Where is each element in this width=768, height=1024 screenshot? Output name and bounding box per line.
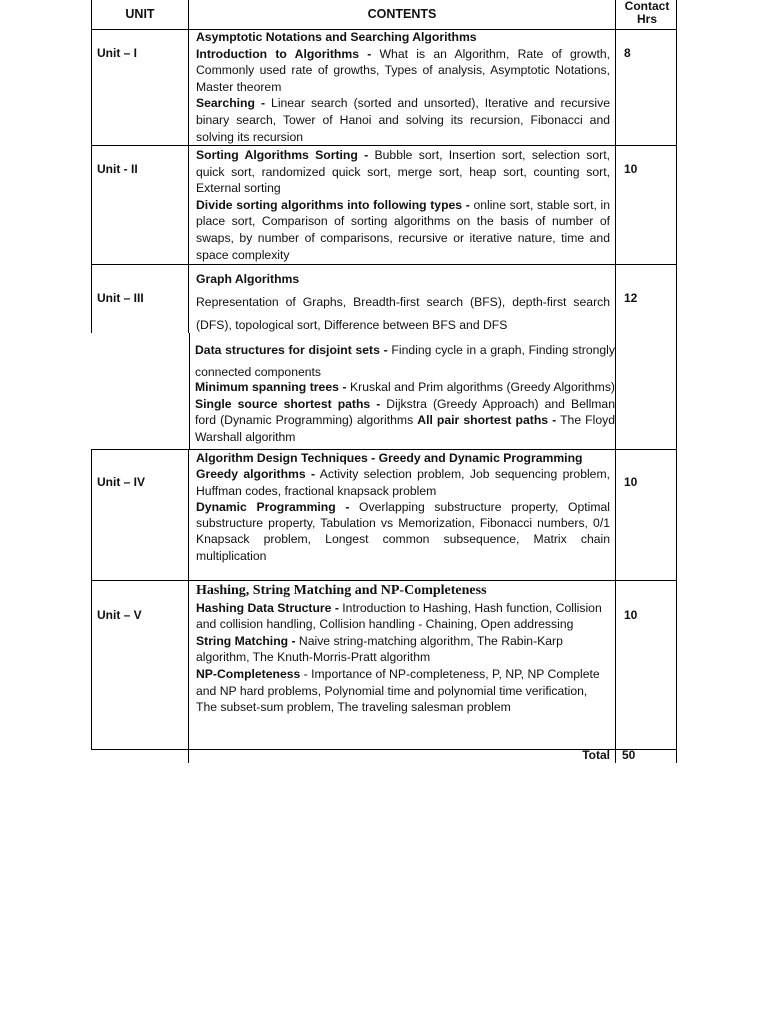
row-divider-4 — [91, 580, 677, 581]
row-divider-2 — [91, 264, 677, 265]
unit-2-topic-1-heading: Sorting Algorithms Sorting - — [196, 148, 369, 162]
unit-5-title: Hashing, String Matching and NP-Completeness — [196, 583, 487, 598]
unit-5-topic-2-heading: String Matching - — [196, 633, 296, 648]
unit-5-hours: 10 — [624, 608, 638, 622]
unit-2-hours: 10 — [624, 162, 638, 176]
unit-3-topic-1-text: Finding cycle in a graph, Finding strongly connected components — [195, 343, 615, 379]
unit-5-topic-3-heading: NP-Completeness — [196, 666, 301, 681]
header-contact-hrs — [617, 0, 677, 26]
unit-1-hours: 8 — [624, 46, 631, 60]
unit-3-contents-continued — [195, 339, 615, 445]
unit-5-topic-3-text: - Importance of NP-completeness, P, NP, NP Complete and NP hard problems, Polynomial time and polynomial time verification, The subset-sum problem, The traveling salesman problem — [196, 666, 600, 715]
unit-3-topic-3-heading: Single source shortest paths - — [195, 396, 381, 411]
unit-2-topic-2-text: online sort, stable sort, in place sort, Comparison of sorting algorithms on the basis of number of swaps, by number of comparisons, recursive or iterative nature, time and space complexity — [196, 197, 610, 262]
unit-1-title: Asymptotic Notations and Searching Algorithms — [196, 30, 477, 44]
unit-3-hours: 12 — [624, 291, 638, 305]
unit-5-label: Unit – V — [97, 608, 142, 622]
unit-4-topic-2-text: Overlapping substructure property, Optimal substructure property, Tabulation vs Memorization, Fibonacci numbers, 0/1 Knapsack problem, Longest common subsequence, Matrix chain multiplication — [196, 499, 610, 563]
column-divider-contents — [189, 333, 190, 449]
unit-1-label: Unit – I — [97, 46, 138, 60]
unit-5-topic-1-text: Introduction to Hashing, Hash function, Collision and collision handling, Collision handling - Chaining, Open addressing — [196, 600, 602, 632]
unit-4-contents — [196, 450, 610, 564]
unit-3-intro: Representation of Graphs, Breadth-first search (BFS), depth-first search (DFS), topological sort, Difference between BFS and DFS — [196, 295, 610, 332]
table-border-left-lower — [91, 449, 92, 749]
unit-2-contents — [196, 147, 610, 263]
header-hrs-line1: Contact — [624, 0, 670, 13]
unit-5-topic-1-heading: Hashing Data Structure - — [196, 600, 339, 615]
unit-4-hours: 10 — [624, 475, 638, 489]
unit-1-topic-2-heading: Searching - — [196, 96, 266, 111]
unit-2-topic-2-heading: Divide sorting algorithms into following types - — [196, 197, 470, 212]
unit-1-topic-1-heading: Introduction to Algorithms - — [196, 46, 372, 61]
table-border-left — [91, 0, 92, 333]
table-border-right — [676, 0, 677, 763]
header-hrs-line2: Hrs — [636, 12, 657, 26]
unit-5-contents — [196, 582, 610, 716]
column-divider-unit-lower — [188, 449, 189, 763]
unit-1-contents — [196, 29, 610, 145]
unit-2-label: Unit - II — [97, 162, 138, 176]
total-hours: 50 — [622, 748, 636, 762]
unit-4-title: Algorithm Design Techniques - Greedy and Dynamic Programming — [196, 451, 583, 465]
unit-1-topic-1-text: What is an Algorithm, Rate of growth, Commonly used rate of growths, Types of analysis, Asymptotic Notations, Master theorem — [196, 46, 610, 94]
unit-4-topic-1-heading: Greedy algorithms - — [196, 467, 316, 482]
unit-2-topic-1-text: Bubble sort, Insertion sort, selection sort, quick sort, randomized quick sort, merge sort, heap sort, counting sort, External sorting — [196, 148, 610, 196]
unit-3-topic-1-heading: Data structures for disjoint sets - — [195, 343, 388, 357]
header-unit: UNIT — [125, 7, 155, 21]
unit-3-topic-4-text: The Floyd Warshall algorithm — [195, 413, 615, 444]
unit-3-topic-2-text: Kruskal and Prim algorithms (Greedy Algorithms) — [346, 380, 615, 394]
unit-4-topic-1-text: Activity selection problem, Job sequencing problem, Huffman codes, fractional knapsack problem — [196, 467, 610, 498]
header-contents: CONTENTS — [367, 7, 437, 21]
unit-5-topic-2-text: Naive string-matching algorithm, The Rabin-Karp algorithm, The Knuth-Morris-Pratt algorithm — [196, 633, 563, 665]
column-divider-hrs — [615, 0, 616, 763]
column-divider-unit — [188, 0, 189, 333]
unit-3-title: Graph Algorithms — [196, 272, 300, 286]
unit-3-label: Unit – III — [97, 291, 144, 305]
unit-3-contents — [196, 268, 610, 337]
unit-1-topic-2-text: Linear search (sorted and unsorted), Iterative and recursive binary search, Tower of Hanoi and solving its recursion, Fibonacci and solving its recursion — [196, 96, 610, 144]
unit-3-topic-3-text: Dijkstra (Greedy Approach) and Bellman ford (Dynamic Programming) algorithms — [195, 396, 615, 428]
total-label: Total — [582, 748, 610, 762]
unit-3-topic-2-heading: Minimum spanning trees - — [195, 380, 347, 394]
unit-3-topic-4-heading: All pair shortest paths - — [417, 413, 557, 428]
unit-4-label: Unit – IV — [97, 475, 146, 489]
unit-4-topic-2-heading: Dynamic Programming - — [196, 499, 350, 514]
